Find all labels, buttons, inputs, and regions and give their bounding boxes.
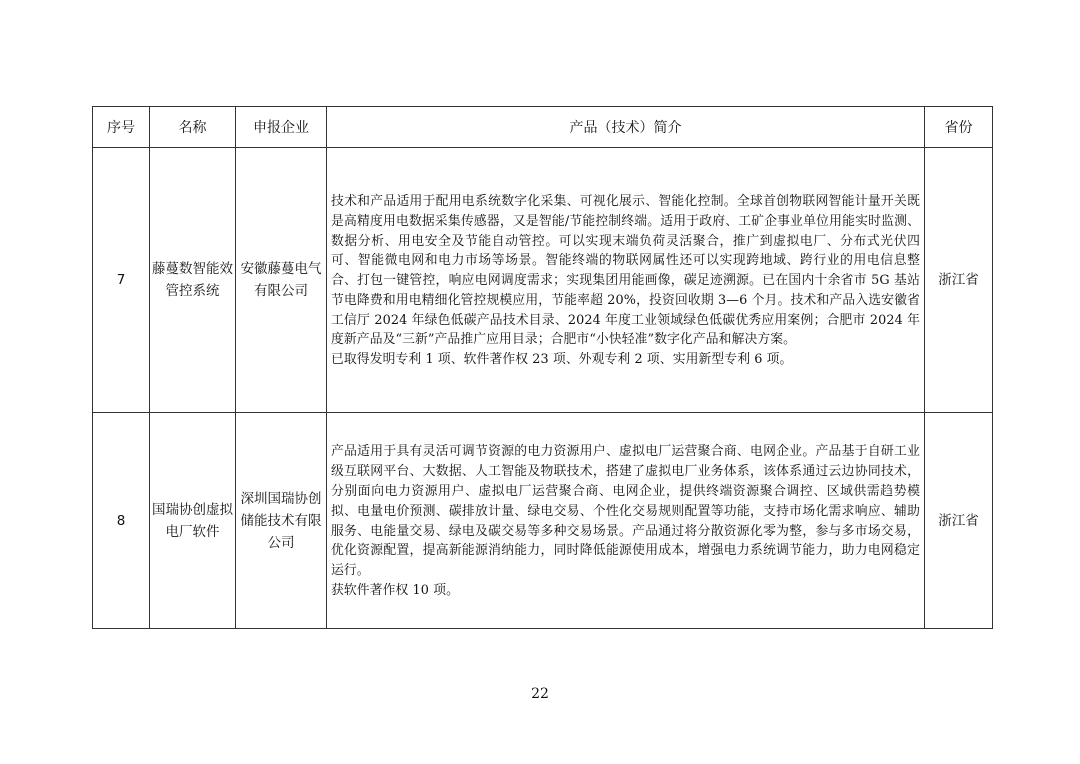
table-row [93, 148, 993, 413]
table-row [93, 413, 993, 629]
product-name: 藤蔓数智能效管控系统 [150, 148, 236, 413]
row-number: 8 [93, 413, 150, 629]
header-name: 名称 [150, 107, 236, 148]
product-table [92, 106, 993, 629]
product-description [327, 148, 925, 413]
row-number: 7 [93, 148, 150, 413]
table-header-row [93, 107, 993, 148]
page-number: 22 [531, 686, 549, 702]
description-paragraph: 获软件著作权 10 项。 [331, 582, 459, 598]
description-paragraph: 已取得发明专利 1 项、软件著作权 23 项、外观专利 2 项、实用新型专利 6 项。 [331, 352, 793, 368]
header-no: 序号 [93, 107, 150, 148]
enterprise-name: 深圳国瑞协创储能技术有限公司 [236, 413, 327, 629]
enterprise-name: 安徽藤蔓电气有限公司 [236, 148, 327, 413]
province: 浙江省 [925, 148, 993, 413]
header-description: 产品（技术）简介 [327, 107, 925, 148]
header-enterprise: 申报企业 [236, 107, 327, 148]
header-province: 省份 [925, 107, 993, 148]
description-paragraph: 产品适用于具有灵活可调节资源的电力资源用户、虚拟电厂运营聚合商、电网企业。产品基于自研工业级互联网平台、大数据、人工智能及物联技术，搭建了虚拟电厂业务体系，该体系通过云边协同技术，分别面向电力资源用户、虚拟电厂运营聚合商、电网企业，提供终端资源聚合调控、区域供需趋势模拟、电量电价预测、碳排放计量、绿电交易、个性化交易规则配置等功能，支持市场化需求响应、辅助服务、电能量交易、绿电及碳交易等多种交易场景。产品通过将分散资源化零为整，参与多市场交易，优化资源配置，提高新能源消纳能力，同时降低能源使用成本，增强电力系统调节能力，助力电网稳定运行。 [331, 444, 920, 579]
product-description [327, 413, 925, 629]
product-name: 国瑞协创虚拟电厂软件 [150, 413, 236, 629]
province: 浙江省 [925, 413, 993, 629]
description-paragraph: 技术和产品适用于配用电系统数字化采集、可视化展示、智能化控制。全球首创物联网智能计量开关既是高精度用电数据采集传感器，又是智能/节能控制终端。适用于政府、工矿企事业单位用能实时监测、数据分析、用电安全及节能自动管控。可以实现末端负荷灵活聚合，推广到虚拟电厂、分布式光伏四可、智能微电网和电力市场等场景。智能终端的物联网属性还可以实现跨地域、跨行业的用电信息整合、打包一键管控，响应电网调度需求；实现集团用能画像，碳足迹溯源。已在国内十余省市 5G 基站节电降费和用电精细化管控规模应用，节能率超 20%，投资回收期 3—6 个月。技术和产品入选安徽省工信厅 2024 年绿色低碳产品技术目录、2024 年度工业领域绿色低碳优秀应用案例；合肥市 2024 年度新产品及“三新”产品推广应用目录；合肥市“小快轻准”数字化产品和解决方案。 [331, 193, 920, 348]
